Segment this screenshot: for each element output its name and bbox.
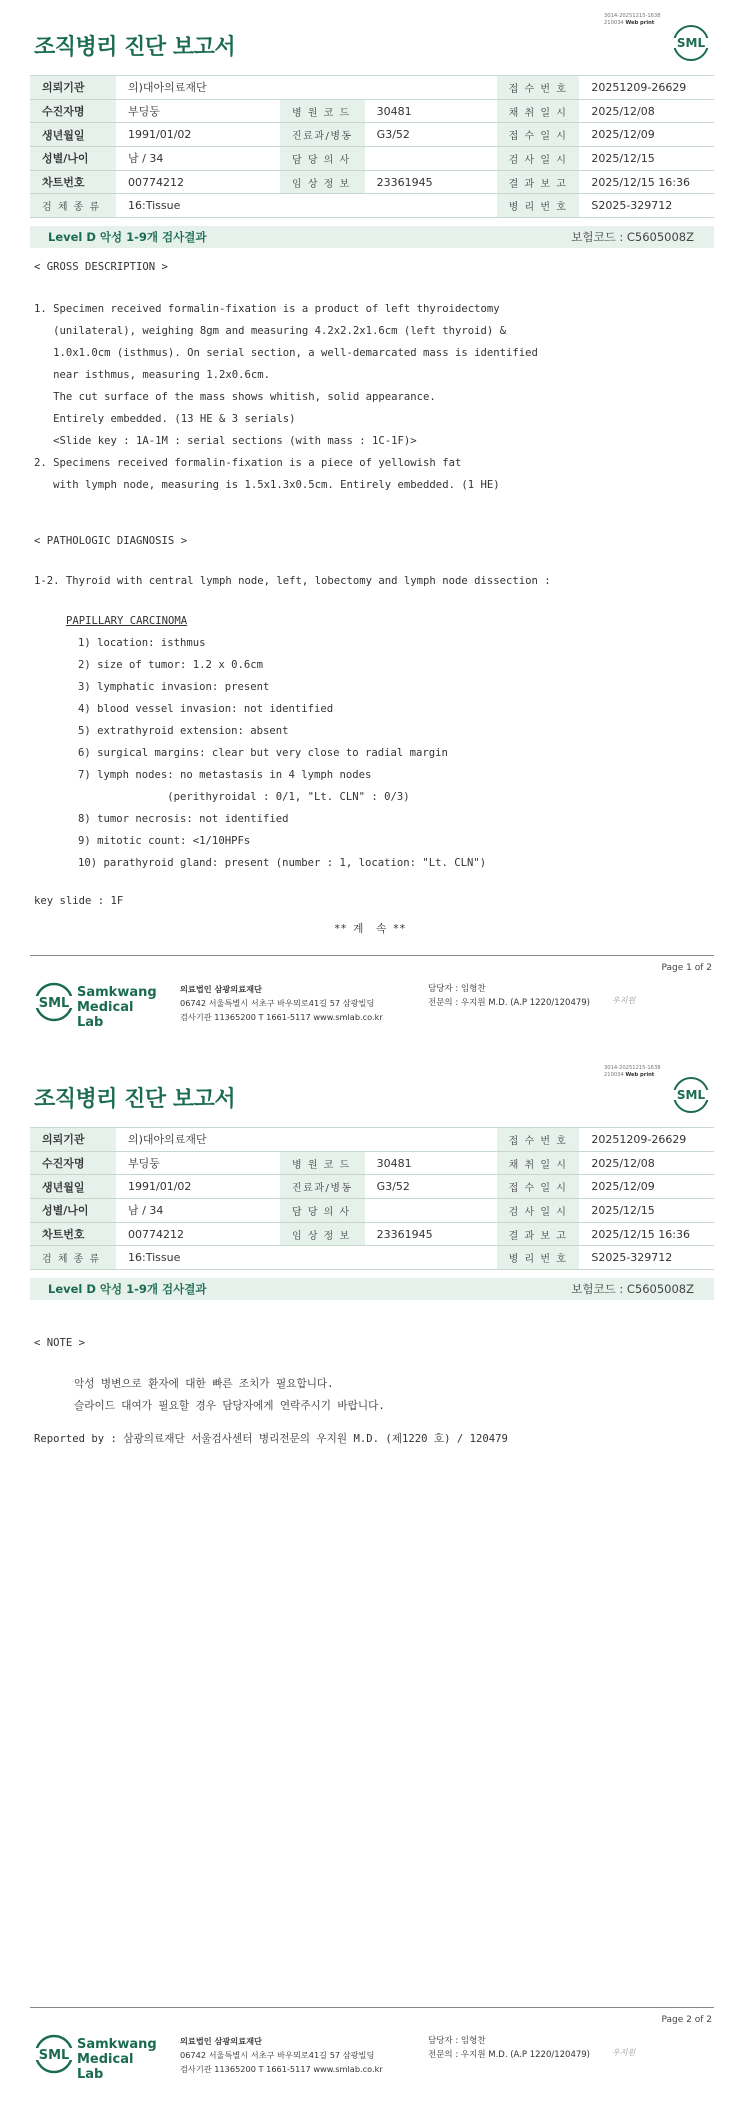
diagnosis-heading: < PATHOLOGIC DIAGNOSIS > [34,535,188,547]
diagnosis-item: 7) lymph nodes: no metastasis in 4 lymph nodes [78,769,372,781]
sex-age-value: 남 / 34 [116,1199,280,1223]
doctor-label: 담 당 의 사 [280,1199,365,1223]
receipt-no-value: 20251209-26629 [579,76,714,100]
gross-line: <Slide key : 1A-1M : serial sections (with mass : 1C-1F)> [34,435,417,447]
patient-value: 부딩둥 [116,99,280,123]
sml-footer-logo-icon [34,2032,74,2076]
diagnosis-item: 1) location: isthmus [78,637,206,649]
stamp-line-2: 210034 [604,20,624,26]
collect-date-value: 2025/12/08 [579,1151,714,1175]
hospital-code-value: 30481 [365,99,497,123]
birth-value: 1991/01/02 [116,1175,280,1199]
stamp-line-1: 3014-20251215-1638 [604,1065,661,1071]
diagnosis-item: 9) mitotic count: <1/10HPFs [78,835,251,847]
sml-logo-icon [672,1076,710,1114]
doctor-value [365,1199,497,1223]
insurance-code: 보험코드 : C5605008Z [571,230,694,244]
institution-value: 의)대아의료재단 [116,76,497,100]
stamp-line-1: 3014-20251215-1638 [604,13,661,19]
footer-contact [428,982,590,1010]
gross-line: 1. Specimen received formalin-fixation is a product of left thyroidectomy [34,303,500,315]
level-bar [30,1278,714,1300]
specialist: 전문의 : 우지원 M.D. (A.P 1220/120479) [428,998,590,1008]
receipt-no-value: 20251209-26629 [579,1128,714,1152]
org-name: 의료법인 삼광의료재단 [180,2036,262,2046]
sml-footer-logo-icon [34,980,74,1024]
gross-line: with lymph node, measuring is 1.5x1.3x0.5cm. Entirely embedded. (1 HE) [34,479,500,491]
institution-value: 의)대아의료재단 [116,1128,497,1152]
doctor-value [365,147,497,171]
specimen-label: 검 체 종 류 [30,194,116,218]
reported-by: Reported by : 삼광의료재단 서울검사센터 병리전문의 우지원 M.D. (제1220 호) / 120479 [34,1433,508,1445]
signature: 우지원 [612,2048,636,2057]
level-label: Level D 악성 1-9개 검사결과 [48,230,207,244]
diagnosis-item: 8) tumor necrosis: not identified [78,813,289,825]
continued-mark: ** 계 속 ** [334,923,406,935]
sml-logo-text: SML [676,1088,706,1102]
info-row [30,99,714,123]
chart-value: 00774212 [116,170,280,194]
org-phone: 검사기관 11365200 T 1661-5117 www.smlab.co.kr [180,1012,383,1022]
footer-divider [30,2007,714,2008]
info-row [30,147,714,171]
footer-contact [428,2034,590,2062]
note-heading: < NOTE > [34,1337,86,1349]
page-number: Page 1 of 2 [661,963,712,973]
footer-address [180,2034,383,2076]
sml-footer-logo-text: SML [38,996,70,1011]
diagnosis-item: 3) lymphatic invasion: present [78,681,270,693]
exam-date-label: 검 사 일 시 [497,147,580,171]
sml-footer-logo-text: SML [38,2048,70,2063]
receipt-date-value: 2025/12/09 [579,123,714,147]
path-no-label: 병 리 번 호 [497,1246,580,1270]
report-date-label: 결 과 보 고 [497,1222,580,1246]
receipt-date-value: 2025/12/09 [579,1175,714,1199]
logo-line-2: Medical Lab [77,1000,134,1030]
gross-line: (unilateral), weighing 8gm and measuring 4.2x2.2x1.6cm (left thyroid) & [34,325,506,337]
receipt-date-label: 접 수 일 시 [497,123,580,147]
gross-line: Entirely embedded. (13 HE & 3 serials) [34,413,296,425]
patient-info-table [30,1127,714,1270]
report-date-label: 결 과 보 고 [497,170,580,194]
level-label: Level D 악성 1-9개 검사결과 [48,1282,207,1296]
logo-line-1: Samkwang [77,2037,157,2052]
path-no-label: 병 리 번 호 [497,194,580,218]
info-row [30,170,714,194]
dept-label: 진료과/병동 [280,1175,365,1199]
org-name: 의료법인 삼광의료재단 [180,984,262,994]
print-stamp [604,1065,661,1079]
gross-line: near isthmus, measuring 1.2x0.6cm. [34,369,270,381]
institution-label: 의뢰기관 [30,1128,116,1152]
info-row [30,123,714,147]
exam-date-label: 검 사 일 시 [497,1199,580,1223]
collect-date-label: 채 취 일 시 [497,1151,580,1175]
report-title: 조직병리 진단 보고서 [34,35,236,60]
report-page-2 [0,1052,744,2104]
path-no-value: S2025-329712 [579,194,714,218]
receipt-no-label: 접 수 번 호 [497,76,580,100]
level-bar [30,226,714,248]
birth-label: 생년월일 [30,123,116,147]
diagnosis-item: 4) blood vessel invasion: not identified [78,703,334,715]
diagnosis-item: 6) surgical margins: clear but very close to radial margin [78,747,448,759]
print-stamp [604,13,661,27]
stamp-web-print: Web print [625,1072,655,1078]
birth-value: 1991/01/02 [116,123,280,147]
chart-label: 차트번호 [30,1222,116,1246]
page-number: Page 2 of 2 [661,2015,712,2025]
receipt-date-label: 접 수 일 시 [497,1175,580,1199]
receipt-no-label: 접 수 번 호 [497,1128,580,1152]
report-date-value: 2025/12/15 16:36 [579,1222,714,1246]
specimen-label: 검 체 종 류 [30,1246,116,1270]
footer-divider [30,955,714,956]
key-slide: key slide : 1F [34,895,124,907]
institution-label: 의뢰기관 [30,76,116,100]
info-row [30,76,714,100]
diagnosis-title: PAPILLARY CARCINOMA [66,615,188,627]
diagnosis-item: (perithyroidal : 0/1, "Lt. CLN" : 0/3) [78,791,410,803]
info-row [30,1175,714,1199]
sex-age-value: 남 / 34 [116,147,280,171]
diagnosis-intro: 1-2. Thyroid with central lymph node, left, lobectomy and lymph node dissection : [34,575,551,587]
patient-info-table [30,75,714,218]
collect-date-label: 채 취 일 시 [497,99,580,123]
footer-logo [34,2032,157,2082]
manager: 담당자 : 임형찬 [428,984,486,994]
diagnosis-item: 2) size of tumor: 1.2 x 0.6cm [78,659,263,671]
footer-logo [34,980,157,1030]
signature: 우지원 [612,996,636,1005]
sex-age-label: 성별/나이 [30,147,116,171]
clinical-label: 임 상 정 보 [280,170,365,194]
path-no-value: S2025-329712 [579,1246,714,1270]
exam-date-value: 2025/12/15 [579,147,714,171]
logo-line-1: Samkwang [77,985,157,1000]
patient-label: 수진자명 [30,1151,116,1175]
sex-age-label: 성별/나이 [30,1199,116,1223]
specialist: 전문의 : 우지원 M.D. (A.P 1220/120479) [428,2050,590,2060]
info-row [30,1199,714,1223]
clinical-label: 임 상 정 보 [280,1222,365,1246]
hospital-code-label: 병 원 코 드 [280,99,365,123]
patient-value: 부딩둥 [116,1151,280,1175]
doctor-label: 담 당 의 사 [280,147,365,171]
chart-value: 00774212 [116,1222,280,1246]
sml-logo-icon [672,24,710,62]
diagnosis-item: 5) extrathyroid extension: absent [78,725,289,737]
report-date-value: 2025/12/15 16:36 [579,170,714,194]
org-address: 06742 서울특별시 서초구 바우뫼로41길 57 삼광빌딩 [180,998,375,1008]
dept-value: G3/52 [365,123,497,147]
info-row [30,1246,714,1270]
logo-line-2: Medical Lab [77,2052,134,2082]
birth-label: 생년월일 [30,1175,116,1199]
org-phone: 검사기관 11365200 T 1661-5117 www.smlab.co.kr [180,2064,383,2074]
note-line: 슬라이드 대여가 필요할 경우 담당자에게 연락주시기 바랍니다. [74,1400,385,1412]
chart-label: 차트번호 [30,170,116,194]
manager: 담당자 : 임형찬 [428,2036,486,2046]
gross-line: 2. Specimens received formalin-fixation is a piece of yellowish fat [34,457,462,469]
info-row [30,1222,714,1246]
sml-logo-text: SML [676,36,706,50]
specimen-value: 16:Tissue [116,194,497,218]
insurance-code: 보험코드 : C5605008Z [571,1282,694,1296]
info-row [30,1128,714,1152]
gross-heading: < GROSS DESCRIPTION > [34,261,168,273]
exam-date-value: 2025/12/15 [579,1199,714,1223]
diagnosis-item: 10) parathyroid gland: present (number : 1, location: "Lt. CLN") [78,857,487,869]
org-address: 06742 서울특별시 서초구 바우뫼로41길 57 삼광빌딩 [180,2050,375,2060]
gross-line: 1.0x1.0cm (isthmus). On serial section, a well-demarcated mass is identified [34,347,538,359]
patient-label: 수진자명 [30,99,116,123]
collect-date-value: 2025/12/08 [579,99,714,123]
dept-value: G3/52 [365,1175,497,1199]
stamp-web-print: Web print [625,20,655,26]
stamp-line-2: 210034 [604,1072,624,1078]
clinical-value: 23361945 [365,1222,497,1246]
info-row [30,194,714,218]
note-line: 악성 병변으로 환자에 대한 빠른 조치가 필요합니다. [74,1378,334,1390]
specimen-value: 16:Tissue [116,1246,497,1270]
report-title: 조직병리 진단 보고서 [34,1087,236,1112]
info-row [30,1151,714,1175]
clinical-value: 23361945 [365,170,497,194]
gross-line: The cut surface of the mass shows whitish, solid appearance. [34,391,436,403]
hospital-code-label: 병 원 코 드 [280,1151,365,1175]
hospital-code-value: 30481 [365,1151,497,1175]
dept-label: 진료과/병동 [280,123,365,147]
footer-address [180,982,383,1024]
